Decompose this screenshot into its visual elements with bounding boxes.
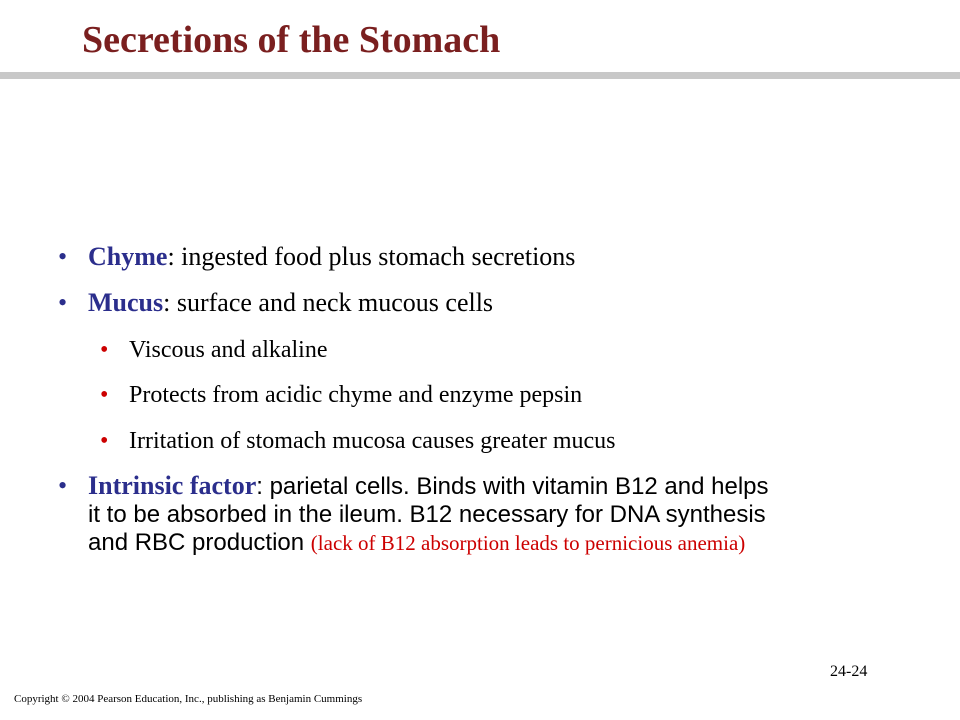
intrinsic-line-1 bbox=[88, 472, 948, 501]
anemia-note: (lack of B12 absorption leads to pernicious anemia) bbox=[310, 531, 746, 555]
sub-bullet-text: Irritation of stomach mucosa causes greater mucus bbox=[129, 428, 616, 454]
term-chyme: Chyme bbox=[88, 242, 168, 271]
sub-bullet-marker: • bbox=[100, 428, 109, 454]
term-mucus: Mucus bbox=[88, 288, 164, 317]
mucus-description: : surface and neck mucous cells bbox=[163, 288, 494, 317]
intrinsic-line-2: it to be absorbed in the ileum. B12 necessary for DNA synthesis bbox=[88, 501, 766, 528]
slide-number: 24-24 bbox=[830, 663, 868, 680]
bullet-intrinsic-factor bbox=[58, 471, 948, 557]
chyme-description: : ingested food plus stomach secretions bbox=[167, 242, 576, 271]
bullet-text bbox=[88, 242, 575, 272]
bullet-marker: • bbox=[58, 288, 68, 317]
intrinsic-line-3-text: and RBC production bbox=[88, 529, 311, 556]
bullet-marker: • bbox=[58, 471, 68, 500]
copyright-notice: Copyright © 2004 Pearson Education, Inc., publishing as Benjamin Cummings bbox=[14, 693, 363, 705]
bullet-text bbox=[88, 288, 493, 318]
sub-bullet-text: Protects from acidic chyme and enzyme pepsin bbox=[129, 382, 583, 408]
intrinsic-line-3 bbox=[88, 529, 948, 557]
bullet-marker: • bbox=[58, 242, 68, 271]
sub-bullet-marker: • bbox=[100, 337, 109, 363]
sub-bullet-marker: • bbox=[100, 382, 109, 408]
slide-title: Secretions of the Stomach bbox=[82, 19, 501, 61]
term-intrinsic-factor: Intrinsic factor bbox=[88, 471, 257, 500]
sub-bullet-text: Viscous and alkaline bbox=[129, 337, 328, 363]
intrinsic-description: : parietal cells. Binds with vitamin B12 and helps bbox=[256, 473, 769, 500]
